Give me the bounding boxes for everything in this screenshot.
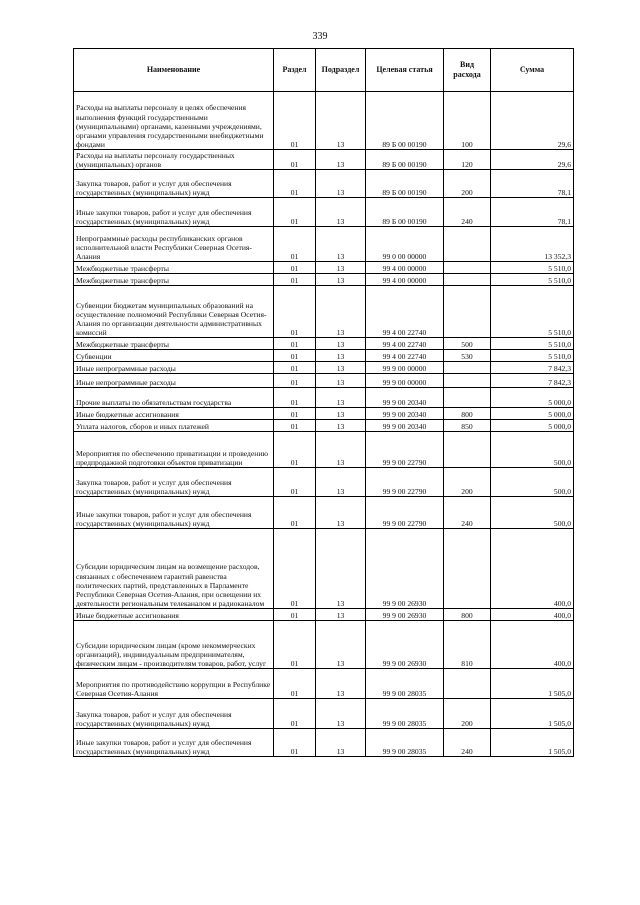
cell-target: 99 4 00 00000 [366, 262, 444, 274]
table-row [74, 699, 574, 729]
table-row [74, 374, 574, 388]
cell-section: 01 [274, 669, 316, 699]
table-row [74, 609, 574, 621]
cell-target: 99 9 00 28035 [366, 699, 444, 729]
cell-subsection: 13 [316, 274, 366, 286]
cell-subsection: 13 [316, 420, 366, 432]
cell-type [444, 274, 491, 286]
cell-target: 99 9 00 26930 [366, 609, 444, 621]
cell-sum: 400,0 [491, 621, 574, 669]
cell-name: Иные закупки товаров, работ и услуг для обеспечения государственных (муниципальных) нужд [74, 198, 274, 227]
header-target: Целевая статья [366, 49, 444, 92]
cell-sum: 78,1 [491, 198, 574, 227]
cell-target: 99 9 00 22790 [366, 497, 444, 529]
cell-type [444, 669, 491, 699]
cell-subsection: 13 [316, 468, 366, 497]
cell-section: 01 [274, 420, 316, 432]
cell-target: 99 9 00 20340 [366, 408, 444, 420]
cell-type [444, 432, 491, 468]
cell-section: 01 [274, 621, 316, 669]
table-row [74, 350, 574, 362]
cell-name: Субвенции [74, 350, 274, 362]
cell-type: 800 [444, 408, 491, 420]
cell-name: Иные бюджетные ассигнования [74, 408, 274, 420]
cell-type [444, 362, 491, 374]
header-section: Раздел [274, 49, 316, 92]
cell-sum: 5 000,0 [491, 408, 574, 420]
cell-name: Субсидии юридическим лицам (кроме некоммерческих организаций), индивидуальным предпринимателям, физическим лицам - производителям товаров, работ, услуг [74, 621, 274, 669]
cell-name: Субвенции бюджетам муниципальных образований на осуществление полномочий Республики Северная Осетия-Алания по организации деятельности административных комиссий [74, 286, 274, 338]
cell-sum: 400,0 [491, 609, 574, 621]
cell-name: Мероприятия по противодействию коррупции в Республике Северная Осетия-Алания [74, 669, 274, 699]
cell-type: 850 [444, 420, 491, 432]
cell-target: 89 Б 00 00190 [366, 198, 444, 227]
cell-target: 99 9 00 20340 [366, 388, 444, 408]
cell-type: 240 [444, 497, 491, 529]
cell-subsection: 13 [316, 621, 366, 669]
table-header-row [74, 49, 574, 92]
cell-type [444, 286, 491, 338]
table-row [74, 408, 574, 420]
cell-type [444, 262, 491, 274]
table-row [74, 362, 574, 374]
cell-sum: 400,0 [491, 529, 574, 609]
cell-target: 99 0 00 00000 [366, 227, 444, 262]
table-row [74, 669, 574, 699]
cell-type: 800 [444, 609, 491, 621]
cell-name: Субсидии юридическим лицам на возмещение расходов, связанных с обеспечением гарантий равенства политических партий, представленных в Парламенте Республики Северная Осетия-Алания, при освещении их деятельности региональным телеканалом и радиоканалом [74, 529, 274, 609]
cell-type: 200 [444, 699, 491, 729]
cell-name: Расходы на выплаты персоналу в целях обеспечения выполнения функций государственными (муниципальными) органами, казенными учреждениями, органами управления государственными внебюджетными фондами [74, 92, 274, 150]
cell-sum: 7 842,3 [491, 362, 574, 374]
cell-sum: 1 505,0 [491, 729, 574, 757]
cell-type: 200 [444, 468, 491, 497]
cell-name: Расходы на выплаты персоналу государственных (муниципальных) органов [74, 150, 274, 170]
cell-subsection: 13 [316, 497, 366, 529]
header-type: Вид расхода [444, 49, 491, 92]
cell-subsection: 13 [316, 262, 366, 274]
cell-section: 01 [274, 286, 316, 338]
table-row [74, 338, 574, 350]
table-row [74, 529, 574, 609]
cell-type: 120 [444, 150, 491, 170]
cell-section: 01 [274, 92, 316, 150]
cell-subsection: 13 [316, 529, 366, 609]
header-sum: Сумма [491, 49, 574, 92]
cell-name: Иные бюджетные ассигнования [74, 609, 274, 621]
cell-target: 89 Б 00 00190 [366, 150, 444, 170]
cell-target: 99 9 00 00000 [366, 374, 444, 388]
cell-subsection: 13 [316, 286, 366, 338]
cell-target: 99 9 00 26930 [366, 529, 444, 609]
cell-sum: 5 000,0 [491, 388, 574, 408]
cell-section: 01 [274, 362, 316, 374]
cell-name: Межбюджетные трансферты [74, 274, 274, 286]
cell-sum: 500,0 [491, 497, 574, 529]
cell-subsection: 13 [316, 150, 366, 170]
table-row [74, 729, 574, 757]
header-name: Наименование [74, 49, 274, 92]
cell-subsection: 13 [316, 362, 366, 374]
cell-target: 99 9 00 26930 [366, 621, 444, 669]
cell-sum: 500,0 [491, 468, 574, 497]
cell-target: 99 4 00 22740 [366, 286, 444, 338]
cell-type: 810 [444, 621, 491, 669]
cell-type: 240 [444, 729, 491, 757]
cell-target: 99 9 00 22790 [366, 432, 444, 468]
cell-subsection: 13 [316, 338, 366, 350]
cell-subsection: 13 [316, 374, 366, 388]
cell-section: 01 [274, 350, 316, 362]
cell-section: 01 [274, 729, 316, 757]
cell-type: 200 [444, 170, 491, 198]
cell-subsection: 13 [316, 609, 366, 621]
cell-target: 99 4 00 22740 [366, 338, 444, 350]
cell-target: 99 9 00 22790 [366, 468, 444, 497]
cell-sum: 5 510,0 [491, 262, 574, 274]
cell-type: 530 [444, 350, 491, 362]
cell-target: 99 4 00 00000 [366, 274, 444, 286]
cell-type [444, 529, 491, 609]
cell-subsection: 13 [316, 170, 366, 198]
cell-sum: 1 505,0 [491, 699, 574, 729]
cell-sum: 5 510,0 [491, 338, 574, 350]
cell-name: Иные непрограммные расходы [74, 374, 274, 388]
cell-subsection: 13 [316, 92, 366, 150]
cell-sum: 5 510,0 [491, 350, 574, 362]
cell-target: 99 9 00 20340 [366, 420, 444, 432]
cell-subsection: 13 [316, 699, 366, 729]
cell-section: 01 [274, 274, 316, 286]
cell-type [444, 374, 491, 388]
cell-section: 01 [274, 529, 316, 609]
cell-section: 01 [274, 227, 316, 262]
cell-section: 01 [274, 497, 316, 529]
cell-name: Закупка товаров, работ и услуг для обеспечения государственных (муниципальных) нужд [74, 699, 274, 729]
table-row [74, 170, 574, 198]
cell-section: 01 [274, 170, 316, 198]
page-number: 339 [312, 31, 328, 42]
table-row [74, 150, 574, 170]
cell-name: Прочие выплаты по обязательствам государства [74, 388, 274, 408]
cell-section: 01 [274, 609, 316, 621]
cell-section: 01 [274, 388, 316, 408]
cell-name: Непрограммные расходы республиканских органов исполнительной власти Республики Северная Осетия-Алания [74, 227, 274, 262]
cell-subsection: 13 [316, 669, 366, 699]
cell-section: 01 [274, 408, 316, 420]
table-row [74, 621, 574, 669]
cell-name: Иные закупки товаров, работ и услуг для обеспечения государственных (муниципальных) нужд [74, 497, 274, 529]
cell-target: 89 Б 00 00190 [366, 92, 444, 150]
cell-sum: 78,1 [491, 170, 574, 198]
cell-name: Уплата налогов, сборов и иных платежей [74, 420, 274, 432]
cell-subsection: 13 [316, 198, 366, 227]
cell-section: 01 [274, 699, 316, 729]
cell-subsection: 13 [316, 227, 366, 262]
table-row [74, 388, 574, 408]
cell-section: 01 [274, 198, 316, 227]
cell-subsection: 13 [316, 350, 366, 362]
cell-type: 500 [444, 338, 491, 350]
budget-table [73, 48, 574, 757]
table-row [74, 227, 574, 262]
cell-target: 99 4 00 22740 [366, 350, 444, 362]
cell-sum: 5 510,0 [491, 274, 574, 286]
cell-sum: 13 352,3 [491, 227, 574, 262]
cell-sum: 7 842,3 [491, 374, 574, 388]
cell-section: 01 [274, 374, 316, 388]
cell-sum: 500,0 [491, 432, 574, 468]
table-row [74, 262, 574, 274]
table-row [74, 420, 574, 432]
cell-section: 01 [274, 150, 316, 170]
cell-section: 01 [274, 432, 316, 468]
table-row [74, 92, 574, 150]
table-row [74, 274, 574, 286]
cell-target: 99 9 00 28035 [366, 669, 444, 699]
cell-type [444, 227, 491, 262]
cell-name: Межбюджетные трансферты [74, 338, 274, 350]
cell-target: 99 9 00 28035 [366, 729, 444, 757]
cell-sum: 29,6 [491, 92, 574, 150]
cell-sum: 29,6 [491, 150, 574, 170]
cell-subsection: 13 [316, 388, 366, 408]
table-row [74, 432, 574, 468]
cell-subsection: 13 [316, 729, 366, 757]
cell-subsection: 13 [316, 432, 366, 468]
table-row [74, 468, 574, 497]
cell-subsection: 13 [316, 408, 366, 420]
cell-name: Закупка товаров, работ и услуг для обеспечения государственных (муниципальных) нужд [74, 468, 274, 497]
cell-target: 89 Б 00 00190 [366, 170, 444, 198]
table-row [74, 286, 574, 338]
cell-sum: 5 510,0 [491, 286, 574, 338]
table-body [74, 92, 574, 757]
cell-type: 100 [444, 92, 491, 150]
header-subsection: Подраздел [316, 49, 366, 92]
cell-target: 99 9 00 00000 [366, 362, 444, 374]
cell-name: Мероприятия по обеспечению приватизации и проведению предпродажной подготовки объектов приватизации [74, 432, 274, 468]
table-row [74, 497, 574, 529]
cell-name: Иные закупки товаров, работ и услуг для обеспечения государственных (муниципальных) нужд [74, 729, 274, 757]
cell-sum: 1 505,0 [491, 669, 574, 699]
cell-name: Иные непрограммные расходы [74, 362, 274, 374]
cell-type [444, 388, 491, 408]
cell-section: 01 [274, 262, 316, 274]
cell-section: 01 [274, 468, 316, 497]
cell-name: Межбюджетные трансферты [74, 262, 274, 274]
cell-name: Закупка товаров, работ и услуг для обеспечения государственных (муниципальных) нужд [74, 170, 274, 198]
table-row [74, 198, 574, 227]
cell-section: 01 [274, 338, 316, 350]
cell-type: 240 [444, 198, 491, 227]
cell-sum: 5 000,0 [491, 420, 574, 432]
